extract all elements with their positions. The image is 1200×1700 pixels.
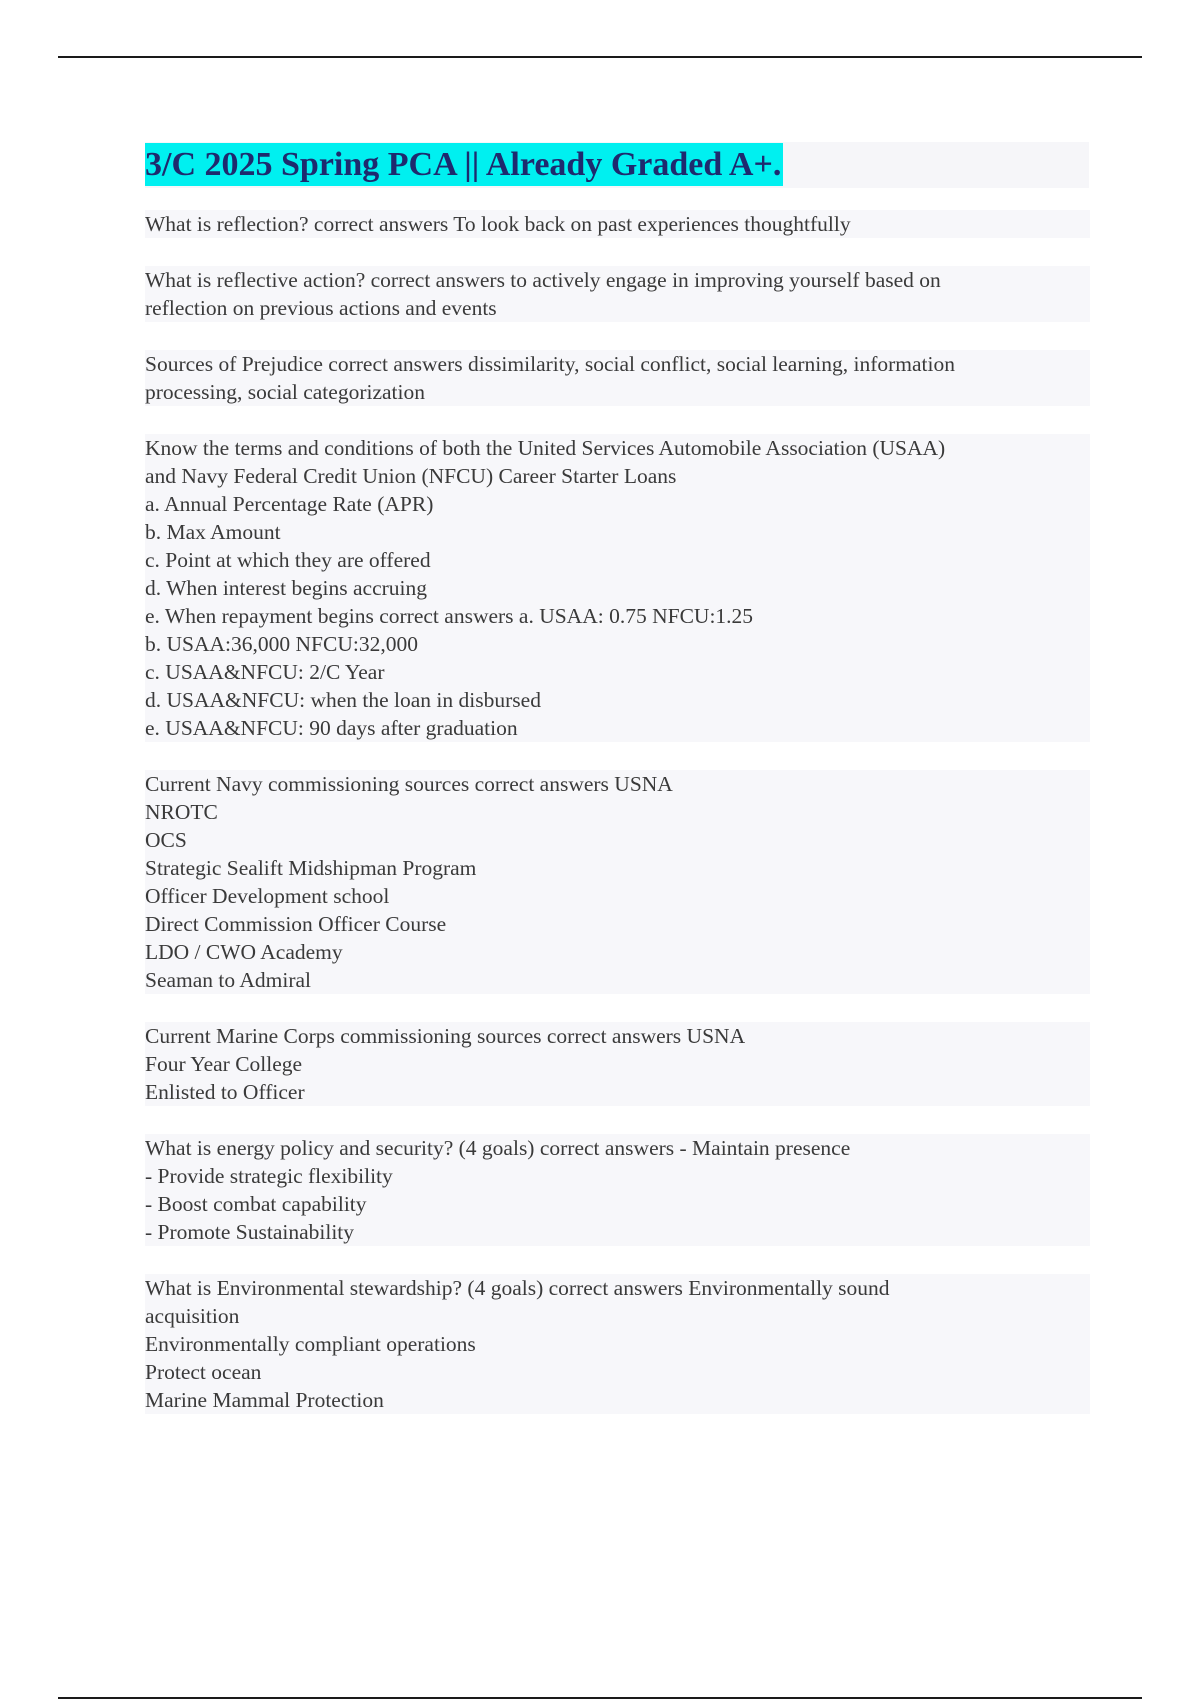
qa-item-reflective-action	[145, 266, 1090, 322]
qa-line: b. USAA:36,000 NFCU:32,000	[145, 630, 1090, 658]
qa-line: OCS	[145, 826, 1090, 854]
qa-line: NROTC	[145, 798, 1090, 826]
qa-line: and Navy Federal Credit Union (NFCU) Career Starter Loans	[145, 462, 1090, 490]
qa-line: What is reflection? correct answers To look back on past experiences thoughtfully	[145, 210, 1090, 238]
qa-line: d. USAA&NFCU: when the loan in disbursed	[145, 686, 1090, 714]
qa-item-career-starter-loans	[145, 434, 1090, 742]
qa-item-navy-commissioning	[145, 770, 1090, 994]
qa-line: Sources of Prejudice correct answers dissimilarity, social conflict, social learning, information	[145, 350, 1090, 378]
qa-line: e. When repayment begins correct answers a. USAA: 0.75 NFCU:1.25	[145, 602, 1090, 630]
qa-item-energy-policy	[145, 1134, 1090, 1246]
qa-line: Four Year College	[145, 1050, 1090, 1078]
qa-line: LDO / CWO Academy	[145, 938, 1090, 966]
qa-line: Current Marine Corps commissioning sources correct answers USNA	[145, 1022, 1090, 1050]
qa-item-reflection	[145, 210, 1090, 238]
document-title: 3/C 2025 Spring PCA || Already Graded A+.	[145, 143, 783, 186]
qa-line: Protect ocean	[145, 1358, 1090, 1386]
qa-line: Officer Development school	[145, 882, 1090, 910]
qa-item-environmental-stewardship	[145, 1274, 1090, 1414]
qa-line: Direct Commission Officer Course	[145, 910, 1090, 938]
qa-line: - Boost combat capability	[145, 1190, 1090, 1218]
bottom-divider	[58, 1697, 1142, 1699]
qa-line: Environmentally compliant operations	[145, 1330, 1090, 1358]
qa-line: reflection on previous actions and events	[145, 294, 1090, 322]
qa-line: c. USAA&NFCU: 2/C Year	[145, 658, 1090, 686]
qa-line: What is Environmental stewardship? (4 goals) correct answers Environmentally sound	[145, 1274, 1090, 1302]
qa-line: What is reflective action? correct answers to actively engage in improving yourself based on	[145, 266, 1090, 294]
qa-line: d. When interest begins accruing	[145, 574, 1090, 602]
document-body	[145, 142, 1090, 1442]
qa-line: Marine Mammal Protection	[145, 1386, 1090, 1414]
qa-line: a. Annual Percentage Rate (APR)	[145, 490, 1090, 518]
title-band	[145, 142, 1089, 188]
qa-line: acquisition	[145, 1302, 1090, 1330]
qa-item-prejudice	[145, 350, 1090, 406]
qa-line: e. USAA&NFCU: 90 days after graduation	[145, 714, 1090, 742]
top-divider	[58, 56, 1142, 58]
qa-line: - Provide strategic flexibility	[145, 1162, 1090, 1190]
qa-line: processing, social categorization	[145, 378, 1090, 406]
qa-line: c. Point at which they are offered	[145, 546, 1090, 574]
qa-line: What is energy policy and security? (4 goals) correct answers - Maintain presence	[145, 1134, 1090, 1162]
qa-line: b. Max Amount	[145, 518, 1090, 546]
qa-line: Strategic Sealift Midshipman Program	[145, 854, 1090, 882]
qa-line: Enlisted to Officer	[145, 1078, 1090, 1106]
qa-line: - Promote Sustainability	[145, 1218, 1090, 1246]
qa-line: Know the terms and conditions of both the United Services Automobile Association (USAA)	[145, 434, 1090, 462]
qa-item-marine-commissioning	[145, 1022, 1090, 1106]
qa-line: Current Navy commissioning sources correct answers USNA	[145, 770, 1090, 798]
qa-line: Seaman to Admiral	[145, 966, 1090, 994]
